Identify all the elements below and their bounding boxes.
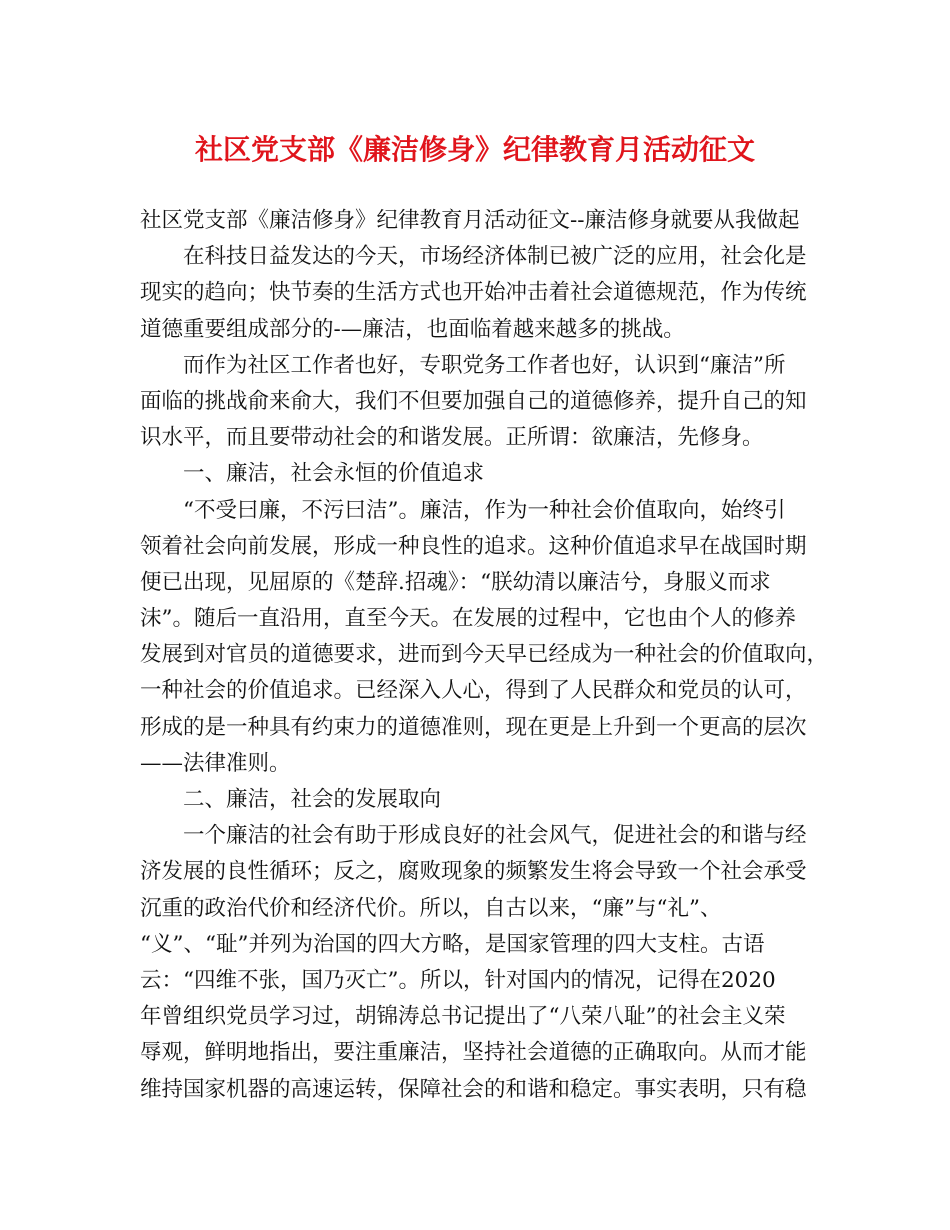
body-line: 维持国家机器的高速运转，保障社会的和谐和稳定。事实表明，只有稳: [140, 1076, 807, 1102]
body-line: ——法律准则。: [140, 750, 291, 776]
body-line: 沫”。随后一直沿用，直至今天。在发展的过程中，它也由个人的修养: [140, 606, 796, 632]
body-line: 面临的挑战俞来俞大，我们不但要加强自己的道德修养，提升自己的知: [140, 388, 807, 414]
document-body: [140, 203, 830, 1108]
body-line: 一个廉洁的社会有助于形成良好的社会风气，促进社会的和谐与经: [183, 823, 807, 849]
body-line: 二、廉洁，社会的发展取向: [183, 787, 442, 812]
body-line: 一、廉洁，社会永恒的价值追求: [183, 461, 485, 487]
body-line: 形成的是一种具有约束力的道德准则，现在更是上升到一个更高的层次: [140, 714, 807, 740]
body-line: 识水平，而且要带动社会的和谐发展。正所谓：欲廉洁，先修身。: [140, 425, 764, 451]
body-line: 社区党支部《廉洁修身》纪律教育月活动征文--廉洁修身就要从我做起: [140, 208, 800, 233]
body-line: 沉重的政治代价和经济代价。所以，自古以来，“廉”与“礼”、: [140, 895, 722, 921]
body-line: 云：“四维不张，国乃灭亡”。所以，针对国内的情况，记得在2020: [140, 967, 776, 993]
body-line: 发展到对官员的道德要求，进而到今天早已经成为一种社会的价值取向，: [140, 642, 829, 668]
body-line: 而作为社区工作者也好，专职党务工作者也好，认识到“廉洁”所: [183, 352, 786, 378]
body-line: 现实的趋向；快节奏的生活方式也开始冲击着社会道德规范，作为传统: [140, 280, 807, 306]
body-line: 在科技日益发达的今天，市场经济体制已被广泛的应用，社会化是: [183, 244, 807, 270]
body-line: “不受曰廉，不污曰洁”。廉洁，作为一种社会价值取向，始终引: [183, 497, 786, 523]
body-line: 一种社会的价值追求。已经深入人心，得到了人民群众和党员的认可，: [140, 678, 807, 704]
body-line: 年曾组织党员学习过，胡锦涛总书记提出了“八荣八耻”的社会主义荣: [140, 1004, 786, 1030]
body-line: 道德重要组成部分的-—廉洁，也面临着越来越多的挑战。: [140, 316, 685, 342]
body-line: “义”、“耻”并列为治国的四大方略，是国家管理的四大支柱。古语: [140, 931, 765, 957]
body-line: 辱观，鲜明地指出，要注重廉洁，坚持社会道德的正确取向。从而才能: [140, 1040, 807, 1066]
body-line: 便已出现，见屈原的《楚辞.招魂》：“朕幼清以廉洁兮，身服义而求: [140, 569, 771, 595]
body-line: 济发展的良性循环；反之，腐败现象的频繁发生将会导致一个社会承受: [140, 859, 807, 885]
document-title: 社区党支部《廉洁修身》纪律教育月活动征文: [194, 133, 755, 166]
body-line: 领着社会向前发展，形成一种良性的追求。这种价值追求早在战国时期: [140, 533, 807, 559]
